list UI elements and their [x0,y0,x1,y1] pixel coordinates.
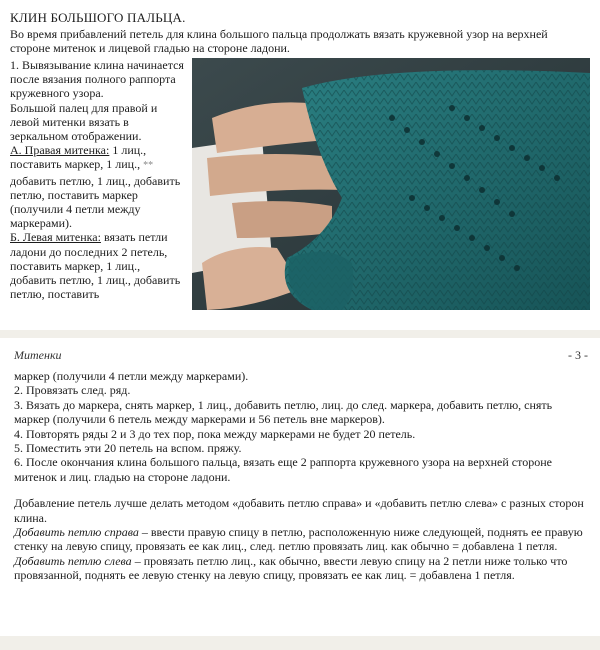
step-4: 4. Повторять ряды 2 и 3 до тех пор, пока между маркерами не будет 20 петель. [14,426,416,441]
book-title: Митенки [14,348,62,362]
step-5: 5. Поместить эти 20 петель на вспом. пряжу. [14,441,242,456]
page-number: - 3 - [568,348,588,362]
two-column-area [10,58,588,301]
step-6: 6. После окончания клина большого пальца, вязать еще 2 раппорта кружевного узора на верхней стороне митенок и лиц. гладью на стороне ладони. [14,455,552,484]
left-text-column [10,58,186,301]
page-header [14,348,588,363]
step-2: 2. Провязать след. ряд. [14,383,131,398]
right-mitten-label: А. Правая митенка: [10,143,110,158]
left-increase-term: Добавить петлю слева [14,553,132,568]
mitten-photo [192,58,590,310]
left-mitten-label: Б. Левая митенка: [10,230,101,245]
left-mitten-text: вязать петли ладони до последних 2 петель, поставить маркер, 1 лиц., добавить петлю, 1 лиц., добавить петлю, поставить [10,230,181,302]
right-mitten-instructions [10,143,186,230]
intro-paragraph: Во время прибавлений петель для клина большого пальца продолжать вязать кружевной узор на верхней стороне митенок и лицевой гладью на стороне ладони. [10,27,548,55]
left-increase-definition [14,554,588,583]
footnote-mark: ** [143,160,154,172]
right-increase-definition [14,525,588,554]
continued-instructions [14,369,588,583]
mitten-illustration [192,58,590,310]
line-continued: маркер (получили 4 петли между маркерами). [14,369,249,383]
page-bottom [0,338,600,636]
section-title: КЛИН БОЛЬШОГО ПАЛЬЦА. [10,10,186,25]
mirror-note: Большой палец для правой и левой митенки вязать в зеркальном отображении. [10,100,158,144]
methods-note: Добавление петель лучше делать методом «добавить петлю справа» и «добавить петлю слева» с разных сторон клина. [14,496,584,525]
step-3: 3. Вязать до маркера, снять маркер, 1 лиц., добавить петлю, лиц. до след. маркера, добавить петлю, снять маркер (получили 6 петель между маркерами и 56 петель вне маркеров). [14,397,553,427]
step-1: 1. Вывязывание клина начинается после вязания полного раппорта кружевного узора. [10,58,184,101]
right-increase-text: – ввести правую спицу в петлю, расположенную ниже следующей, поднять ее правую стенку на левую спицу, провязать ее как лиц., след. петлю провязать лиц. как обычно = добавлена 1 петля. [14,525,583,554]
right-mitten-text: 1 лиц., поставить маркер, 1 лиц., [10,143,147,172]
right-increase-term: Добавить петлю справа [14,525,139,540]
left-increase-text: – провязать петлю лиц., как обычно, ввести левую спицу на 2 петли ниже только что провязанной, поднять ее левую стенку на левую спицу, провязать ее как лиц. = добавлена 1 петля. [14,553,568,583]
right-mitten-text-2: добавить петлю, 1 лиц., добавить петлю, поставить маркер (получили 4 петли между маркерами). [10,173,181,231]
left-mitten-instructions [10,230,186,301]
